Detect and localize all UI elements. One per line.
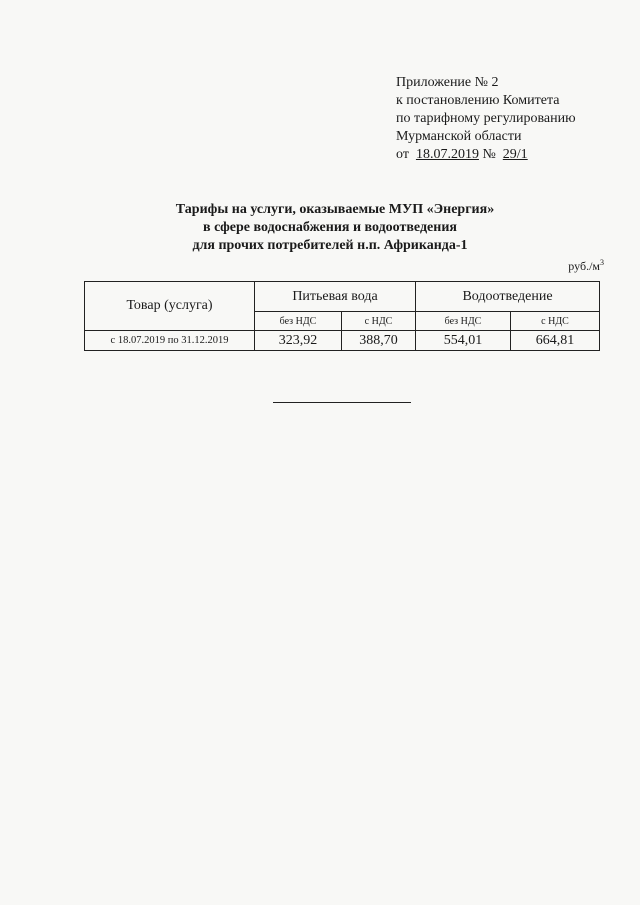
- title-line-1: Тарифы на услуги, оказываемые МУП «Энергия»: [175, 202, 495, 217]
- resolution-date: 18.07.2019: [415, 147, 479, 162]
- closing-divider: [273, 402, 411, 403]
- document-title: [0, 201, 640, 255]
- water-without-vat-value: 323,92: [255, 331, 342, 351]
- title-line-3: для прочих потребителей н.п. Африканда-1: [192, 238, 468, 253]
- subheader-water-with-vat: с НДС: [342, 312, 416, 331]
- appendix-line-3: по тарифному регулированию: [396, 111, 576, 126]
- period-cell: с 18.07.2019 по 31.12.2019: [85, 331, 255, 351]
- water-with-vat-value: 388,70: [342, 331, 416, 351]
- unit-superscript: 3: [600, 258, 604, 267]
- subheader-sewage-with-vat: с НДС: [511, 312, 600, 331]
- subheader-sewage-without-vat: без НДС: [416, 312, 511, 331]
- header-sewage: Водоотведение: [416, 282, 600, 312]
- table-header-row: [85, 282, 600, 312]
- appendix-header: [396, 74, 576, 164]
- number-label: №: [482, 147, 496, 162]
- title-line-2: в сфере водоснабжения и водоотведения: [203, 220, 457, 235]
- unit-text: руб./м: [568, 259, 600, 273]
- tariff-table: [84, 281, 600, 351]
- appendix-line-2: к постановлению Комитета: [396, 93, 560, 108]
- sewage-without-vat-value: 554,01: [416, 331, 511, 351]
- resolution-number: 29/1: [502, 147, 528, 162]
- appendix-date-line: [396, 146, 576, 164]
- header-good-service: Товар (услуга): [85, 282, 255, 331]
- unit-label: [568, 258, 604, 274]
- appendix-line-4: Мурманской области: [396, 129, 522, 144]
- from-label: от: [396, 147, 409, 162]
- table-row: [85, 331, 600, 351]
- subheader-water-without-vat: без НДС: [255, 312, 342, 331]
- header-drinking-water: Питьевая вода: [255, 282, 416, 312]
- sewage-with-vat-value: 664,81: [511, 331, 600, 351]
- appendix-line-1: Приложение № 2: [396, 75, 499, 90]
